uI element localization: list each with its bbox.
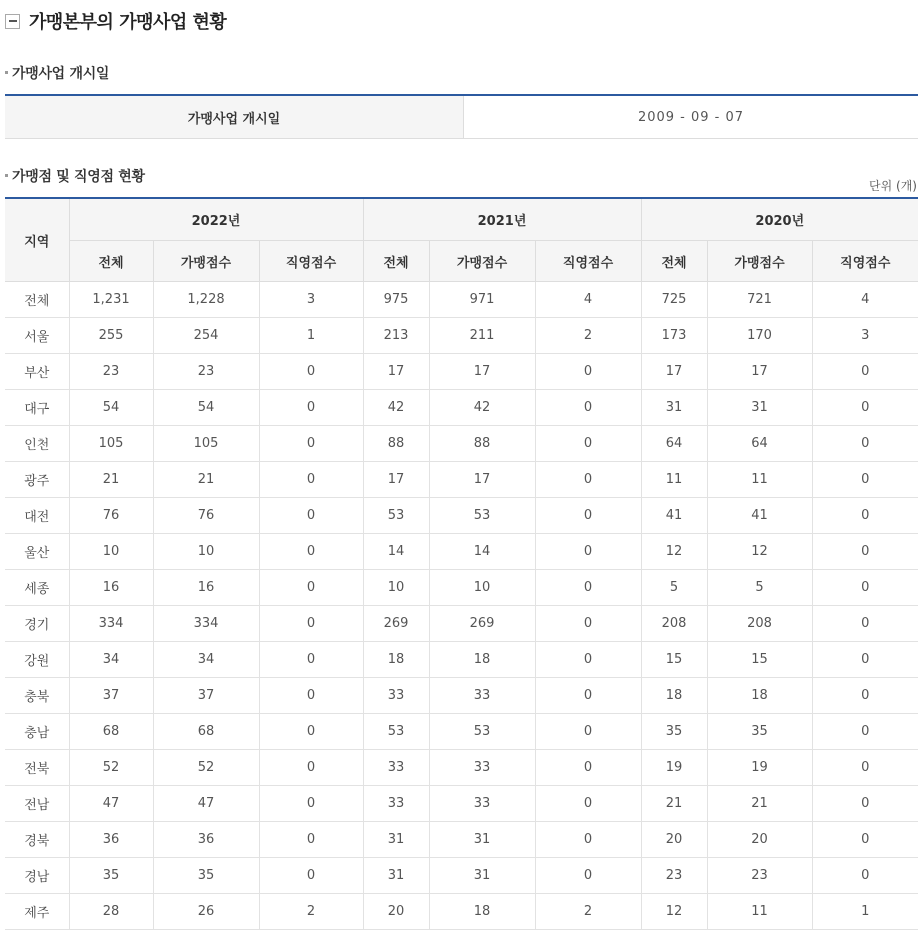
value-cell: 2 xyxy=(259,894,363,930)
table-row xyxy=(5,750,918,786)
value-cell: 35 xyxy=(707,714,812,750)
sub-header-direct: 직영점수 xyxy=(259,241,363,282)
value-cell: 0 xyxy=(535,786,641,822)
sub-header-direct: 직영점수 xyxy=(535,241,641,282)
start-date-row xyxy=(5,95,918,139)
sub-header-total: 전체 xyxy=(641,241,707,282)
value-cell: 33 xyxy=(363,786,429,822)
value-cell: 0 xyxy=(259,606,363,642)
value-cell: 5 xyxy=(641,570,707,606)
sub-header-total: 전체 xyxy=(69,241,153,282)
start-date-value: 2009 - 09 - 07 xyxy=(464,95,919,139)
value-cell: 0 xyxy=(259,822,363,858)
value-cell: 0 xyxy=(535,858,641,894)
value-cell: 64 xyxy=(641,426,707,462)
value-cell: 18 xyxy=(707,678,812,714)
page-title: 가맹본부의 가맹사업 현황 xyxy=(29,12,227,33)
region-cell: 전체 xyxy=(5,282,69,318)
start-date-table xyxy=(5,94,918,139)
table-row xyxy=(5,498,918,534)
value-cell: 0 xyxy=(812,606,918,642)
value-cell: 18 xyxy=(363,642,429,678)
value-cell: 0 xyxy=(535,822,641,858)
table-row xyxy=(5,858,918,894)
region-cell: 인천 xyxy=(5,426,69,462)
table-row xyxy=(5,894,918,930)
value-cell: 17 xyxy=(641,354,707,390)
region-cell: 부산 xyxy=(5,354,69,390)
value-cell: 14 xyxy=(363,534,429,570)
value-cell: 211 xyxy=(429,318,535,354)
value-cell: 31 xyxy=(641,390,707,426)
region-cell: 경남 xyxy=(5,858,69,894)
value-cell: 33 xyxy=(363,678,429,714)
sub-header-row xyxy=(5,241,918,282)
region-cell: 대구 xyxy=(5,390,69,426)
region-cell: 세종 xyxy=(5,570,69,606)
value-cell: 12 xyxy=(641,534,707,570)
value-cell: 17 xyxy=(429,354,535,390)
bullet-icon xyxy=(5,174,8,177)
value-cell: 23 xyxy=(153,354,259,390)
value-cell: 20 xyxy=(363,894,429,930)
value-cell: 170 xyxy=(707,318,812,354)
value-cell: 26 xyxy=(153,894,259,930)
table-row xyxy=(5,282,918,318)
value-cell: 0 xyxy=(259,426,363,462)
value-cell: 0 xyxy=(259,498,363,534)
region-header: 지역 xyxy=(5,198,69,282)
table-row xyxy=(5,606,918,642)
region-cell: 강원 xyxy=(5,642,69,678)
table-row xyxy=(5,318,918,354)
value-cell: 208 xyxy=(641,606,707,642)
value-cell: 33 xyxy=(429,750,535,786)
value-cell: 0 xyxy=(259,714,363,750)
value-cell: 173 xyxy=(641,318,707,354)
value-cell: 21 xyxy=(153,462,259,498)
value-cell: 88 xyxy=(363,426,429,462)
value-cell: 16 xyxy=(69,570,153,606)
value-cell: 41 xyxy=(707,498,812,534)
stores-table xyxy=(5,197,918,930)
value-cell: 35 xyxy=(153,858,259,894)
sub-header-franchise: 가맹점수 xyxy=(707,241,812,282)
value-cell: 21 xyxy=(641,786,707,822)
start-date-label: 가맹사업 개시일 xyxy=(5,95,464,139)
value-cell: 0 xyxy=(812,858,918,894)
region-cell: 전남 xyxy=(5,786,69,822)
value-cell: 12 xyxy=(641,894,707,930)
value-cell: 52 xyxy=(69,750,153,786)
value-cell: 0 xyxy=(812,354,918,390)
value-cell: 0 xyxy=(259,858,363,894)
table-row xyxy=(5,642,918,678)
value-cell: 11 xyxy=(707,894,812,930)
value-cell: 53 xyxy=(429,714,535,750)
value-cell: 52 xyxy=(153,750,259,786)
value-cell: 53 xyxy=(429,498,535,534)
value-cell: 76 xyxy=(69,498,153,534)
value-cell: 11 xyxy=(641,462,707,498)
value-cell: 334 xyxy=(69,606,153,642)
value-cell: 15 xyxy=(707,642,812,678)
value-cell: 0 xyxy=(259,390,363,426)
value-cell: 34 xyxy=(153,642,259,678)
value-cell: 255 xyxy=(69,318,153,354)
value-cell: 16 xyxy=(153,570,259,606)
value-cell: 15 xyxy=(641,642,707,678)
value-cell: 35 xyxy=(641,714,707,750)
value-cell: 0 xyxy=(812,750,918,786)
value-cell: 975 xyxy=(363,282,429,318)
value-cell: 208 xyxy=(707,606,812,642)
value-cell: 4 xyxy=(812,282,918,318)
value-cell: 11 xyxy=(707,462,812,498)
value-cell: 105 xyxy=(69,426,153,462)
region-cell: 경기 xyxy=(5,606,69,642)
value-cell: 0 xyxy=(259,786,363,822)
value-cell: 33 xyxy=(429,678,535,714)
value-cell: 1 xyxy=(259,318,363,354)
value-cell: 254 xyxy=(153,318,259,354)
value-cell: 21 xyxy=(69,462,153,498)
value-cell: 33 xyxy=(363,750,429,786)
region-cell: 서울 xyxy=(5,318,69,354)
value-cell: 1,231 xyxy=(69,282,153,318)
value-cell: 0 xyxy=(535,462,641,498)
table-row xyxy=(5,354,918,390)
value-cell: 12 xyxy=(707,534,812,570)
value-cell: 37 xyxy=(69,678,153,714)
value-cell: 269 xyxy=(429,606,535,642)
value-cell: 1 xyxy=(812,894,918,930)
value-cell: 0 xyxy=(812,534,918,570)
value-cell: 0 xyxy=(812,390,918,426)
unit-label: 단위 (개) xyxy=(869,179,917,193)
region-cell: 대전 xyxy=(5,498,69,534)
sub-header-franchise: 가맹점수 xyxy=(153,241,259,282)
value-cell: 17 xyxy=(363,354,429,390)
value-cell: 33 xyxy=(429,786,535,822)
value-cell: 0 xyxy=(259,462,363,498)
value-cell: 4 xyxy=(535,282,641,318)
year-header-row xyxy=(5,198,918,241)
table-row xyxy=(5,678,918,714)
value-cell: 19 xyxy=(707,750,812,786)
value-cell: 1,228 xyxy=(153,282,259,318)
value-cell: 269 xyxy=(363,606,429,642)
value-cell: 23 xyxy=(641,858,707,894)
value-cell: 0 xyxy=(259,750,363,786)
sub-header-direct: 직영점수 xyxy=(812,241,918,282)
value-cell: 18 xyxy=(429,642,535,678)
value-cell: 0 xyxy=(812,462,918,498)
value-cell: 10 xyxy=(429,570,535,606)
region-cell: 충남 xyxy=(5,714,69,750)
region-cell: 울산 xyxy=(5,534,69,570)
value-cell: 17 xyxy=(707,354,812,390)
value-cell: 31 xyxy=(429,822,535,858)
value-cell: 28 xyxy=(69,894,153,930)
value-cell: 0 xyxy=(535,354,641,390)
value-cell: 0 xyxy=(535,426,641,462)
value-cell: 18 xyxy=(641,678,707,714)
table-row xyxy=(5,822,918,858)
value-cell: 42 xyxy=(429,390,535,426)
table-row xyxy=(5,426,918,462)
stores-section-title: 가맹점 및 직영점 현황 xyxy=(5,166,145,186)
table-row xyxy=(5,534,918,570)
region-cell: 경북 xyxy=(5,822,69,858)
value-cell: 0 xyxy=(535,714,641,750)
value-cell: 0 xyxy=(535,570,641,606)
value-cell: 53 xyxy=(363,714,429,750)
value-cell: 3 xyxy=(812,318,918,354)
value-cell: 5 xyxy=(707,570,812,606)
value-cell: 0 xyxy=(259,534,363,570)
value-cell: 334 xyxy=(153,606,259,642)
value-cell: 0 xyxy=(259,642,363,678)
region-cell: 전북 xyxy=(5,750,69,786)
value-cell: 20 xyxy=(707,822,812,858)
value-cell: 0 xyxy=(812,822,918,858)
value-cell: 17 xyxy=(429,462,535,498)
start-section-title: 가맹사업 개시일 xyxy=(5,63,109,83)
value-cell: 47 xyxy=(153,786,259,822)
value-cell: 76 xyxy=(153,498,259,534)
year-header: 2022년 xyxy=(69,198,363,241)
value-cell: 971 xyxy=(429,282,535,318)
value-cell: 0 xyxy=(535,642,641,678)
value-cell: 0 xyxy=(535,678,641,714)
table-row xyxy=(5,714,918,750)
value-cell: 36 xyxy=(153,822,259,858)
stores-table-body xyxy=(5,282,918,930)
value-cell: 0 xyxy=(812,570,918,606)
value-cell: 53 xyxy=(363,498,429,534)
value-cell: 20 xyxy=(641,822,707,858)
value-cell: 0 xyxy=(535,390,641,426)
sub-header-total: 전체 xyxy=(363,241,429,282)
value-cell: 34 xyxy=(69,642,153,678)
value-cell: 10 xyxy=(153,534,259,570)
page-header xyxy=(5,8,226,34)
year-header: 2021년 xyxy=(363,198,641,241)
value-cell: 721 xyxy=(707,282,812,318)
value-cell: 0 xyxy=(259,678,363,714)
value-cell: 0 xyxy=(812,678,918,714)
value-cell: 0 xyxy=(535,534,641,570)
bullet-icon xyxy=(5,71,8,74)
value-cell: 10 xyxy=(69,534,153,570)
value-cell: 37 xyxy=(153,678,259,714)
value-cell: 68 xyxy=(153,714,259,750)
value-cell: 64 xyxy=(707,426,812,462)
value-cell: 213 xyxy=(363,318,429,354)
table-row xyxy=(5,570,918,606)
value-cell: 2 xyxy=(535,894,641,930)
value-cell: 31 xyxy=(363,858,429,894)
value-cell: 36 xyxy=(69,822,153,858)
value-cell: 54 xyxy=(69,390,153,426)
value-cell: 31 xyxy=(707,390,812,426)
value-cell: 68 xyxy=(69,714,153,750)
value-cell: 23 xyxy=(69,354,153,390)
value-cell: 31 xyxy=(429,858,535,894)
value-cell: 17 xyxy=(363,462,429,498)
value-cell: 35 xyxy=(69,858,153,894)
collapse-icon[interactable] xyxy=(5,14,20,29)
value-cell: 105 xyxy=(153,426,259,462)
value-cell: 18 xyxy=(429,894,535,930)
value-cell: 725 xyxy=(641,282,707,318)
region-cell: 제주 xyxy=(5,894,69,930)
value-cell: 21 xyxy=(707,786,812,822)
value-cell: 0 xyxy=(812,498,918,534)
value-cell: 0 xyxy=(535,750,641,786)
sub-header-franchise: 가맹점수 xyxy=(429,241,535,282)
table-row xyxy=(5,786,918,822)
value-cell: 23 xyxy=(707,858,812,894)
value-cell: 0 xyxy=(812,426,918,462)
value-cell: 2 xyxy=(535,318,641,354)
value-cell: 47 xyxy=(69,786,153,822)
region-cell: 광주 xyxy=(5,462,69,498)
table-row xyxy=(5,390,918,426)
region-cell: 충북 xyxy=(5,678,69,714)
table-row xyxy=(5,462,918,498)
year-header: 2020년 xyxy=(641,198,918,241)
value-cell: 0 xyxy=(535,498,641,534)
value-cell: 14 xyxy=(429,534,535,570)
value-cell: 54 xyxy=(153,390,259,426)
value-cell: 0 xyxy=(259,354,363,390)
value-cell: 10 xyxy=(363,570,429,606)
value-cell: 42 xyxy=(363,390,429,426)
value-cell: 19 xyxy=(641,750,707,786)
value-cell: 41 xyxy=(641,498,707,534)
value-cell: 31 xyxy=(363,822,429,858)
value-cell: 0 xyxy=(259,570,363,606)
value-cell: 3 xyxy=(259,282,363,318)
value-cell: 88 xyxy=(429,426,535,462)
value-cell: 0 xyxy=(812,642,918,678)
value-cell: 0 xyxy=(812,714,918,750)
value-cell: 0 xyxy=(535,606,641,642)
value-cell: 0 xyxy=(812,786,918,822)
